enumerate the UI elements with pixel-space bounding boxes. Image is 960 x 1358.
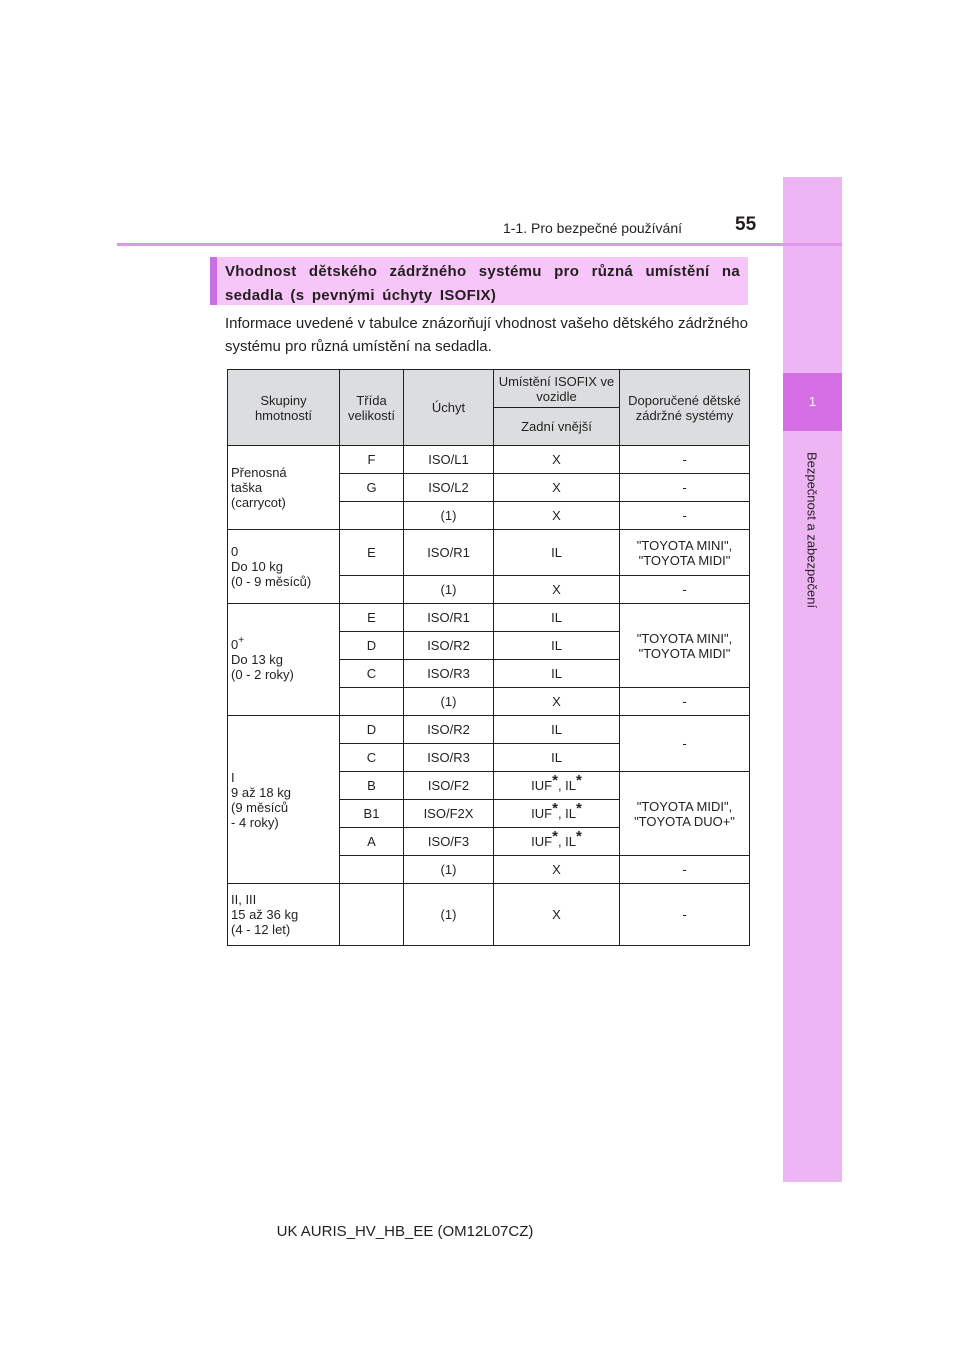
table-row: A ISO/F3 IUF*, IL* <box>228 828 750 856</box>
section-title: 1-1. Pro bezpečné používání <box>502 220 682 236</box>
table-row: (1) X - <box>228 576 750 604</box>
table-row: C ISO/R3 IL <box>228 744 750 772</box>
group-0: 0 Do 10 kg (0 - 9 měsíců) <box>228 530 340 604</box>
table-row: B ISO/F2 IUF*, IL* "TOYOTA MIDI", "TOYOTA DUO+" <box>228 772 750 800</box>
header-size-class: Třída velikostí <box>340 370 404 446</box>
chapter-number: 1 <box>783 373 842 431</box>
table-row: (1) X - <box>228 688 750 716</box>
chapter-title: Bezpečnost a zabezpečení <box>804 451 820 609</box>
header-divider <box>117 243 842 246</box>
table-row: G ISO/L2 X - <box>228 474 750 502</box>
table-row: I 9 až 18 kg (9 měsíců - 4 roky) D ISO/R2 IL - <box>228 716 750 744</box>
table-row: (1) X - <box>228 856 750 884</box>
header-recommended: Doporučené dětské zádržné systémy <box>620 370 750 446</box>
table-row: D ISO/R2 IL <box>228 632 750 660</box>
table-row: C ISO/R3 IL <box>228 660 750 688</box>
table-row: B1 ISO/F2X IUF*, IL* <box>228 800 750 828</box>
table-row: 0 Do 10 kg (0 - 9 měsíců) E ISO/R1 IL "TOYOTA MINI", "TOYOTA MIDI" <box>228 530 750 576</box>
table-row: II, III 15 až 36 kg (4 - 12 let) (1) X - <box>228 884 750 946</box>
intro-paragraph: Informace uvedené v tabulce znázorňují vhodnost vašeho dětského zádržného systému pro různá umístění na sedadla. <box>225 315 748 355</box>
page-number: 55 <box>735 214 757 235</box>
table-row: (1) X - <box>228 502 750 530</box>
table-row: Přenosná taška (carrycot) F ISO/L1 X - <box>228 446 750 474</box>
chapter-side-tab <box>783 177 842 1182</box>
section-heading: Vhodnost dětského zádržného systému pro různá umístění na sedadla (s pevnými úchyty ISOFIX) <box>210 257 748 305</box>
header-isofix-positions: Umístění ISOFIX ve vozidle <box>494 370 620 408</box>
group-II-III: II, III 15 až 36 kg (4 - 12 let) <box>228 884 340 946</box>
header-fixture: Úchyt <box>404 370 494 446</box>
model-code-footer: UK AURIS_HV_HB_EE (OM12L07CZ) <box>276 1223 534 1240</box>
group-I: I 9 až 18 kg (9 měsíců - 4 roky) <box>228 716 340 884</box>
table-row: 0+ Do 13 kg (0 - 2 roky) E ISO/R1 IL "TOYOTA MINI", "TOYOTA MIDI" <box>228 604 750 632</box>
group-0-plus: 0+ Do 13 kg (0 - 2 roky) <box>228 604 340 716</box>
header-rear-outboard: Zadní vnější <box>494 408 620 446</box>
header-weight-groups: Skupiny hmotností <box>228 370 340 446</box>
group-carrycot: Přenosná taška (carrycot) <box>228 446 340 530</box>
isofix-compatibility-table <box>227 369 750 946</box>
